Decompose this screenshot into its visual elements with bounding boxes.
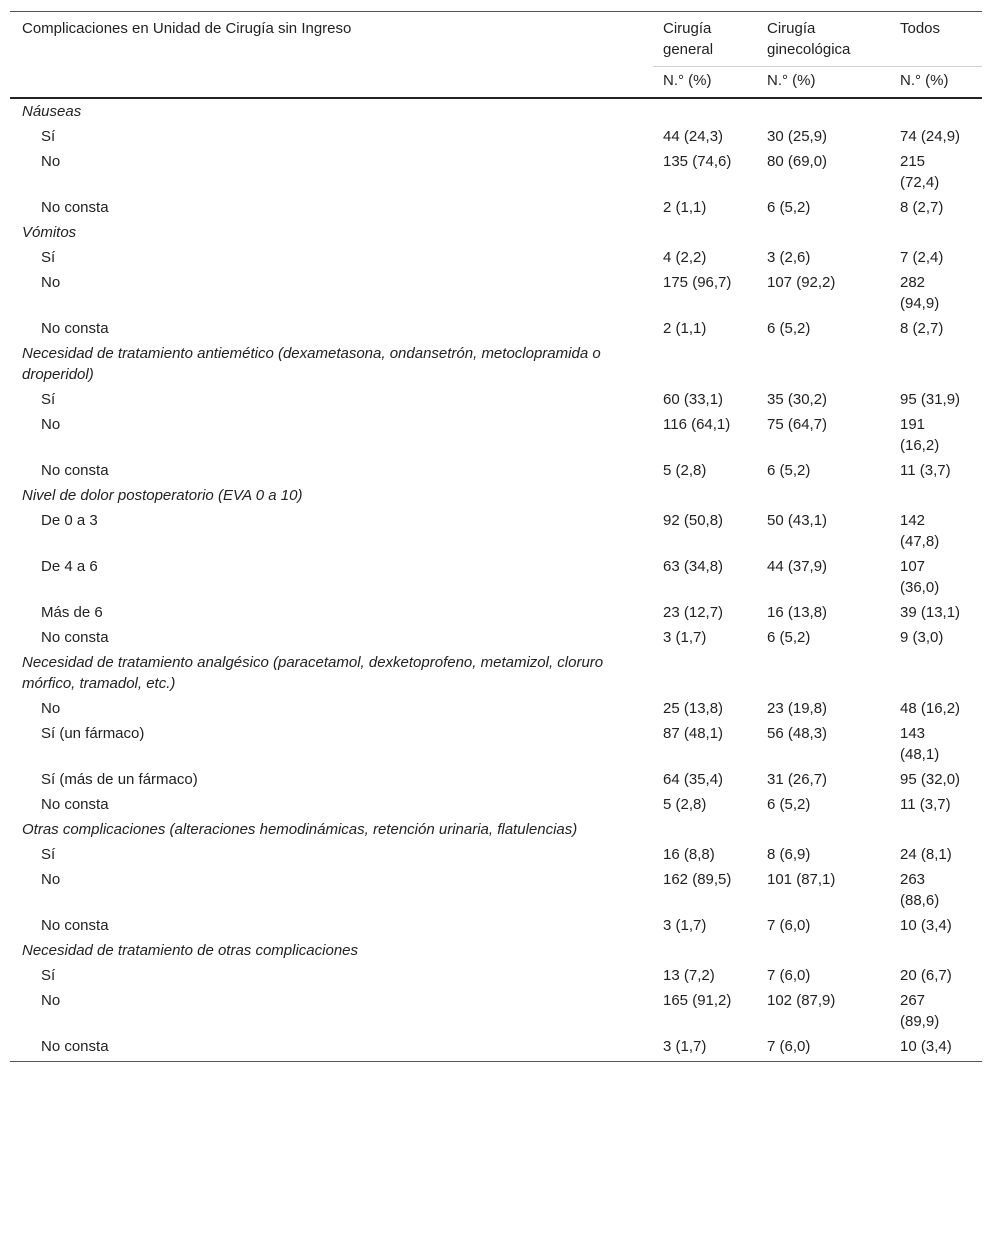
- table-row: [10, 721, 982, 767]
- table-row: [10, 316, 982, 341]
- row-label: Sí: [41, 967, 56, 984]
- cell-cirugia-ginecologica: 7 (6,0): [757, 1034, 890, 1062]
- row-label: No: [41, 153, 61, 170]
- cell-todos: 95 (32,0): [900, 771, 961, 788]
- cell-todos: 107 (36,0): [900, 558, 940, 596]
- section-empty-cell: [890, 938, 982, 963]
- cell-cirugia-ginecologica: 3 (2,6): [767, 249, 811, 266]
- complications-table-container: [10, 11, 982, 1062]
- table-row: [10, 842, 982, 867]
- table-row: [10, 696, 982, 721]
- row-label: Sí: [41, 249, 56, 266]
- cell-todos: 215 (72,4): [900, 153, 940, 191]
- cell-todos: 24 (8,1): [900, 846, 952, 863]
- table-title: Complicaciones en Unidad de Cirugía sin Ingreso: [10, 12, 653, 67]
- table-row: [10, 387, 982, 412]
- section-empty-cell: [653, 483, 757, 508]
- cell-cirugia-ginecologica: 56 (48,3): [767, 725, 828, 742]
- cell-cirugia-ginecologica: 6 (5,2): [767, 199, 811, 216]
- complications-table: [10, 11, 982, 1062]
- column-header-todos: Todos: [890, 12, 982, 67]
- cell-cirugia-ginecologica: 6 (5,2): [767, 320, 811, 337]
- cell-cirugia-general: 63 (34,8): [663, 558, 724, 575]
- cell-cirugia-general: 5 (2,8): [663, 462, 707, 479]
- section-empty-cell: [890, 650, 982, 696]
- row-label: Sí: [41, 391, 56, 408]
- units-spacer: [10, 67, 653, 99]
- section-empty-cell: [757, 483, 890, 508]
- cell-cirugia-general: 4 (2,2): [663, 249, 707, 266]
- section-empty-cell: [890, 341, 982, 387]
- table-row: [10, 792, 982, 817]
- row-label: No consta: [41, 629, 109, 646]
- table-row: [10, 270, 982, 316]
- cell-todos: 10 (3,4): [890, 1034, 982, 1062]
- section-row: [10, 341, 982, 387]
- section-empty-cell: [890, 817, 982, 842]
- section-row: [10, 98, 982, 124]
- section-empty-cell: [653, 220, 757, 245]
- section-empty-cell: [653, 341, 757, 387]
- section-empty-cell: [653, 650, 757, 696]
- cell-cirugia-ginecologica: 6 (5,2): [767, 462, 811, 479]
- section-empty-cell: [757, 938, 890, 963]
- cell-cirugia-ginecologica: 80 (69,0): [767, 153, 828, 170]
- row-label: No consta: [41, 796, 109, 813]
- cell-todos: 143 (48,1): [900, 725, 940, 763]
- section-row: [10, 220, 982, 245]
- cell-cirugia-general: 165 (91,2): [663, 992, 732, 1009]
- table-row: [10, 913, 982, 938]
- cell-todos: 8 (2,7): [900, 320, 944, 337]
- section-label: Necesidad de tratamiento de otras complicaciones: [22, 942, 359, 959]
- row-label: Sí (un fármaco): [41, 725, 145, 742]
- table-row: [10, 458, 982, 483]
- section-label: Nivel de dolor postoperatorio (EVA 0 a 10): [22, 487, 303, 504]
- cell-todos: 142 (47,8): [900, 512, 940, 550]
- row-label: No: [41, 871, 61, 888]
- cell-cirugia-general: 92 (50,8): [663, 512, 724, 529]
- section-label: Necesidad de tratamiento analgésico (paracetamol, dexketoprofeno, metamizol, cloruro mórfico, tramadol, etc.): [22, 654, 604, 692]
- cell-cirugia-ginecologica: 16 (13,8): [767, 604, 828, 621]
- row-label: Sí (más de un fármaco): [41, 771, 198, 788]
- section-row: [10, 650, 982, 696]
- cell-cirugia-general: 5 (2,8): [663, 796, 707, 813]
- section-empty-cell: [890, 220, 982, 245]
- cell-cirugia-general: 3 (1,7): [653, 1034, 757, 1062]
- row-label: No consta: [41, 462, 109, 479]
- cell-cirugia-general: 162 (89,5): [663, 871, 732, 888]
- cell-cirugia-general: 23 (12,7): [663, 604, 724, 621]
- unit-label-general: N.° (%): [653, 67, 757, 99]
- cell-cirugia-general: 2 (1,1): [663, 320, 707, 337]
- cell-cirugia-ginecologica: 6 (5,2): [767, 796, 811, 813]
- cell-cirugia-ginecologica: 50 (43,1): [767, 512, 828, 529]
- cell-cirugia-general: 25 (13,8): [663, 700, 724, 717]
- section-empty-cell: [890, 483, 982, 508]
- row-label: Sí: [41, 128, 56, 145]
- cell-cirugia-general: 116 (64,1): [663, 416, 731, 433]
- table-row: [10, 867, 982, 913]
- table-row: [10, 600, 982, 625]
- row-label: De 4 a 6: [41, 558, 98, 575]
- section-row: [10, 483, 982, 508]
- cell-cirugia-general: 3 (1,7): [663, 629, 707, 646]
- cell-cirugia-ginecologica: 23 (19,8): [767, 700, 828, 717]
- table-row: [10, 554, 982, 600]
- cell-cirugia-general: 16 (8,8): [663, 846, 715, 863]
- cell-cirugia-general: 135 (74,6): [663, 153, 732, 170]
- column-header-cirugia-ginecologica: Cirugía ginecológica: [757, 12, 890, 67]
- section-label: Otras complicaciones (alteraciones hemodinámicas, retención urinaria, flatulencias): [22, 821, 578, 838]
- section-label: Vómitos: [22, 224, 77, 241]
- row-label: No: [41, 992, 61, 1009]
- table-row: [10, 412, 982, 458]
- section-empty-cell: [757, 98, 890, 124]
- table-body: [10, 98, 982, 1062]
- row-label: Sí: [41, 846, 56, 863]
- cell-cirugia-general: 60 (33,1): [663, 391, 724, 408]
- section-empty-cell: [757, 817, 890, 842]
- table-row: [10, 245, 982, 270]
- cell-cirugia-ginecologica: 6 (5,2): [767, 629, 811, 646]
- cell-todos: 48 (16,2): [900, 700, 961, 717]
- table-row: [10, 124, 982, 149]
- cell-todos: 7 (2,4): [900, 249, 944, 266]
- cell-cirugia-ginecologica: 101 (87,1): [767, 871, 836, 888]
- cell-todos: 11 (3,7): [900, 796, 951, 813]
- section-empty-cell: [757, 220, 890, 245]
- section-empty-cell: [757, 650, 890, 696]
- cell-cirugia-general: 175 (96,7): [663, 274, 732, 291]
- cell-todos: 263 (88,6): [900, 871, 940, 909]
- table-row: [10, 767, 982, 792]
- row-label: No consta: [41, 320, 109, 337]
- row-label: No: [41, 416, 61, 433]
- cell-cirugia-ginecologica: 35 (30,2): [767, 391, 828, 408]
- row-label: No consta: [10, 1034, 653, 1062]
- cell-cirugia-ginecologica: 102 (87,9): [767, 992, 836, 1009]
- cell-todos: 39 (13,1): [900, 604, 961, 621]
- cell-cirugia-general: 64 (35,4): [663, 771, 724, 788]
- section-label: Necesidad de tratamiento antiemético (dexametasona, ondansetrón, metoclopramida o droperidol): [22, 345, 601, 383]
- section-label: Náuseas: [22, 103, 82, 120]
- row-label: No: [41, 274, 61, 291]
- cell-todos: 282 (94,9): [900, 274, 940, 312]
- cell-todos: 11 (3,7): [900, 462, 951, 479]
- table-row: [10, 508, 982, 554]
- cell-cirugia-general: 44 (24,3): [663, 128, 724, 145]
- cell-cirugia-ginecologica: 75 (64,7): [767, 416, 828, 433]
- column-header-cirugia-general: Cirugía general: [653, 12, 757, 67]
- cell-cirugia-ginecologica: 31 (26,7): [767, 771, 828, 788]
- cell-cirugia-ginecologica: 30 (25,9): [767, 128, 828, 145]
- cell-todos: 9 (3,0): [900, 629, 944, 646]
- cell-todos: 95 (31,9): [900, 391, 961, 408]
- cell-todos: 8 (2,7): [900, 199, 944, 216]
- row-label: No consta: [41, 199, 109, 216]
- table-row: [10, 625, 982, 650]
- cell-cirugia-ginecologica: 7 (6,0): [767, 917, 811, 934]
- section-empty-cell: [653, 817, 757, 842]
- cell-cirugia-general: 13 (7,2): [663, 967, 715, 984]
- section-row: [10, 817, 982, 842]
- cell-cirugia-ginecologica: 44 (37,9): [767, 558, 828, 575]
- cell-todos: 267 (89,9): [900, 992, 940, 1030]
- unit-label-todos: N.° (%): [890, 67, 982, 99]
- section-empty-cell: [653, 938, 757, 963]
- cell-todos: 20 (6,7): [900, 967, 952, 984]
- header-row: [10, 12, 982, 67]
- row-label: No consta: [41, 917, 109, 934]
- section-empty-cell: [653, 98, 757, 124]
- cell-cirugia-ginecologica: 8 (6,9): [767, 846, 811, 863]
- table-row: [10, 149, 982, 195]
- cell-cirugia-ginecologica: 107 (92,2): [767, 274, 836, 291]
- table-row: [10, 195, 982, 220]
- cell-cirugia-general: 3 (1,7): [663, 917, 707, 934]
- units-row: [10, 67, 982, 99]
- cell-todos: 191 (16,2): [900, 416, 940, 454]
- table-row: [10, 963, 982, 988]
- section-empty-cell: [757, 341, 890, 387]
- row-label: De 0 a 3: [41, 512, 98, 529]
- section-empty-cell: [890, 98, 982, 124]
- table-row: [10, 1034, 982, 1062]
- cell-cirugia-ginecologica: 7 (6,0): [767, 967, 811, 984]
- unit-label-gineco: N.° (%): [757, 67, 890, 99]
- table-header: [10, 12, 982, 99]
- row-label: Más de 6: [41, 604, 103, 621]
- section-row: [10, 938, 982, 963]
- cell-cirugia-general: 87 (48,1): [663, 725, 724, 742]
- cell-todos: 10 (3,4): [900, 917, 952, 934]
- cell-cirugia-general: 2 (1,1): [663, 199, 707, 216]
- row-label: No: [41, 700, 61, 717]
- table-row: [10, 988, 982, 1034]
- cell-todos: 74 (24,9): [900, 128, 961, 145]
